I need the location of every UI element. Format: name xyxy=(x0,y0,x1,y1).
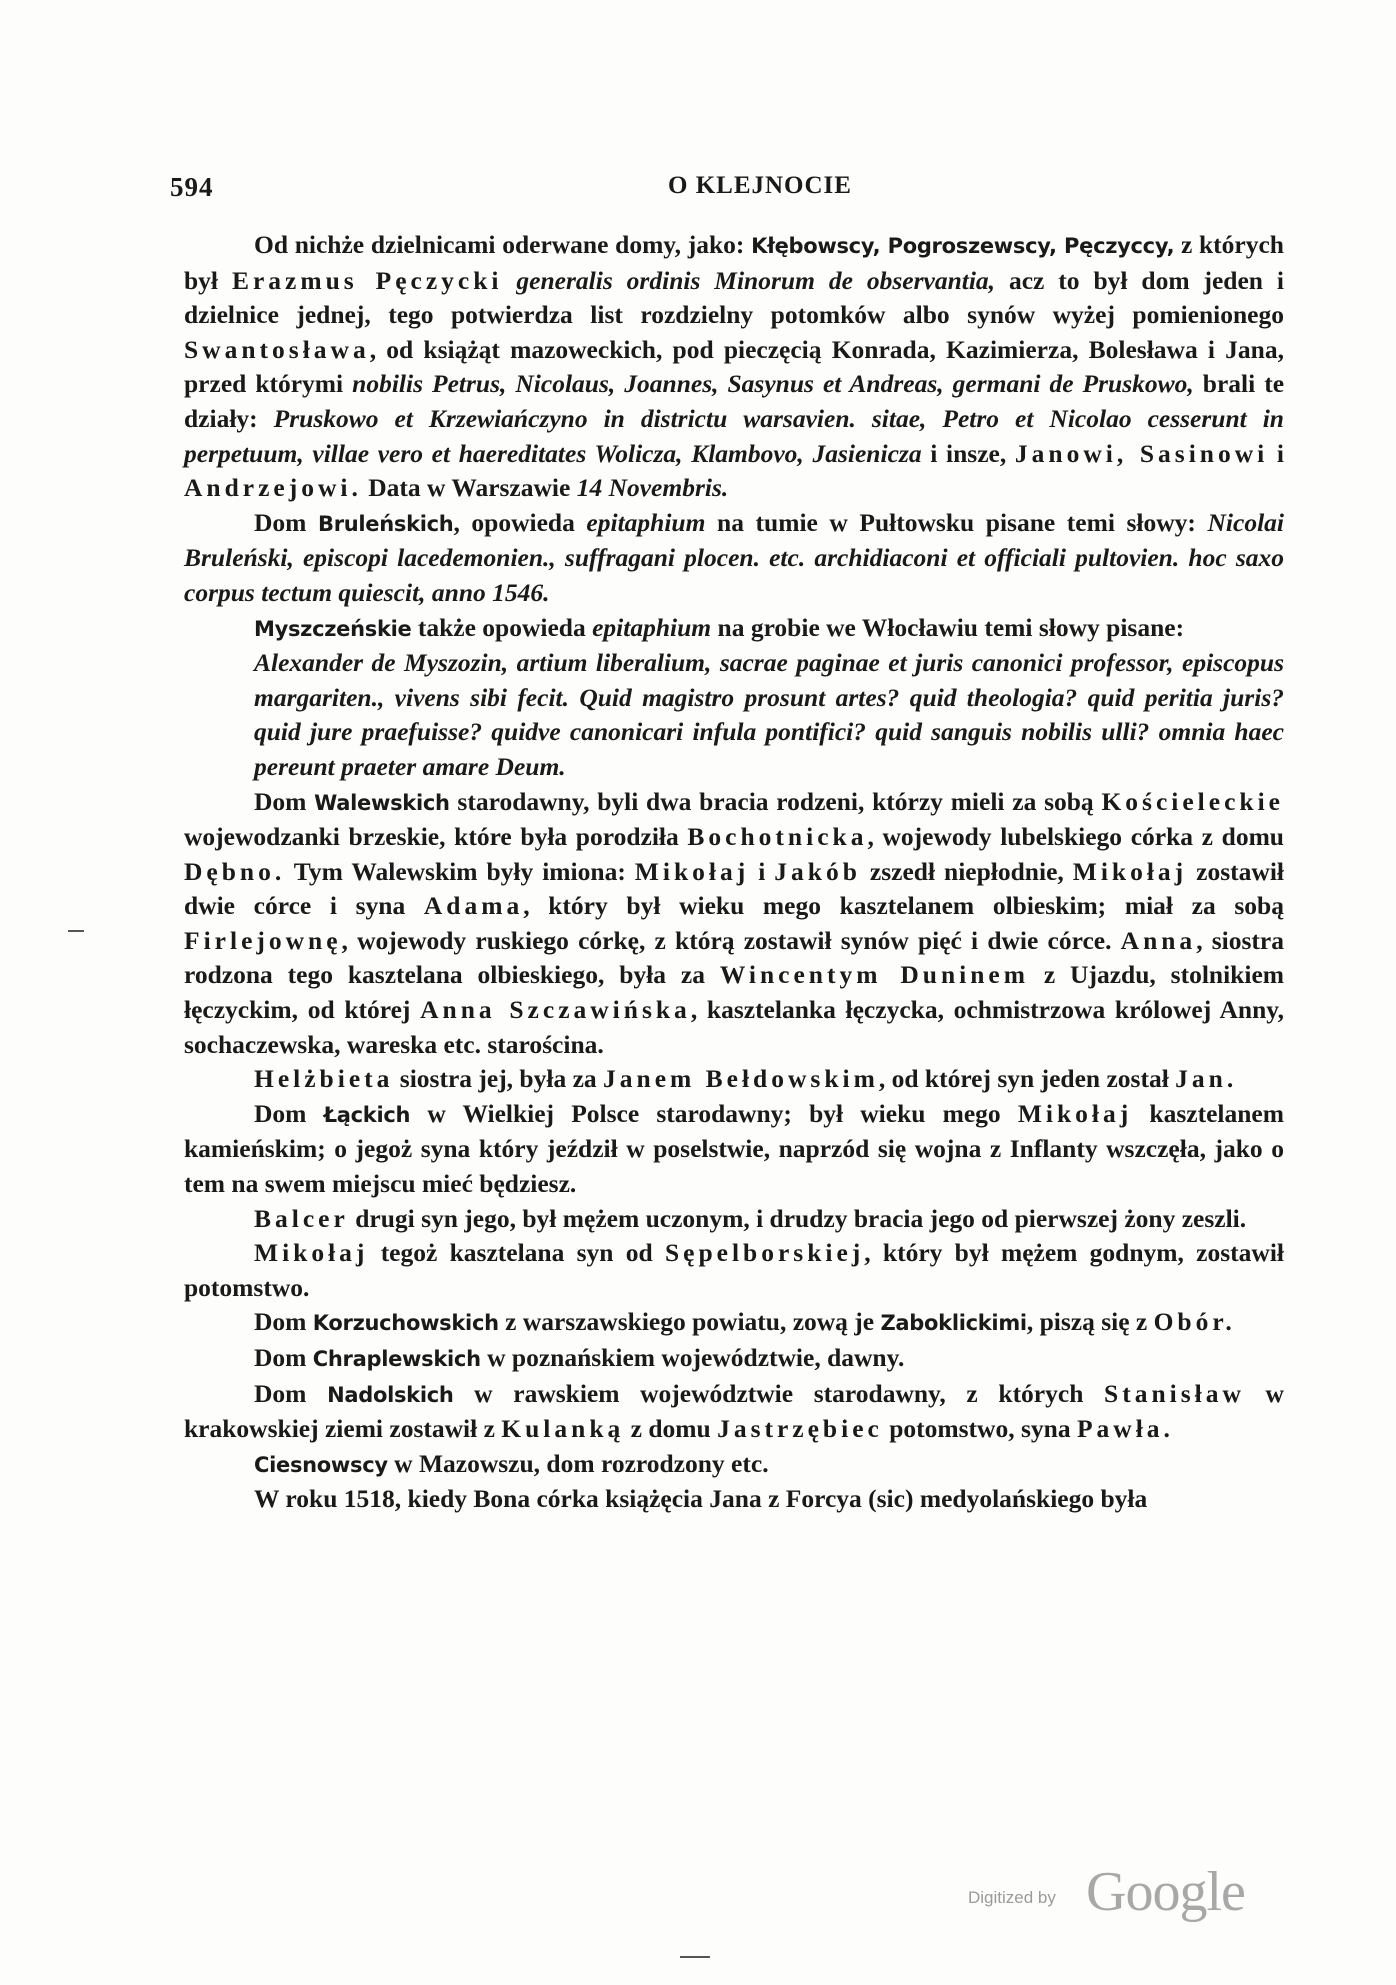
spaced-name: Kulanką xyxy=(501,1414,625,1444)
text-run: Dom xyxy=(254,1343,313,1372)
spaced-name: Anna Szczawińska xyxy=(420,995,691,1025)
spaced-name: Kościeleckie xyxy=(1101,786,1284,816)
text-run: w Wielkiej Polsce starodawny; był wieku mego xyxy=(410,1098,1018,1128)
spaced-name: Firlejownę xyxy=(184,925,342,955)
text-run: na tumie w Pułtowsku pisane temi słowy: xyxy=(705,507,1208,537)
text-run: i xyxy=(1268,438,1285,468)
latin-text: generalis ordinis Minorum de observantia, xyxy=(516,265,996,295)
family-name: Zaboklickimi xyxy=(880,1311,1027,1336)
text-run: Dom xyxy=(254,1098,324,1128)
scan-mark xyxy=(68,930,84,932)
spaced-name: Jastrzębiec xyxy=(717,1414,883,1444)
text-run: Dom xyxy=(254,507,318,537)
latin-text: Pruskowo et Krzewiańczyno in districtu warsavien. sitae, Petro et Nicolao cesserunt in perpetuum, villae vero et haereditates Wolicza, Klambovo, Jasienicza xyxy=(184,403,1284,468)
spaced-name: Obór. xyxy=(1153,1307,1236,1337)
scan-mark xyxy=(680,1956,710,1958)
family-name: Ciesnowscy xyxy=(254,1452,388,1477)
text-run: potomstwo, syna xyxy=(882,1414,1077,1444)
spaced-name: Jakób xyxy=(774,856,861,886)
text-run: na grobie we Włocławiu temi słowy pisane: xyxy=(711,612,1185,642)
text-run: , siostra rodzona tego kasztelana olbieskiego, była za xyxy=(184,925,1284,990)
text-run: Od nichże dzielnicami oderwane domy, jako: xyxy=(254,230,752,259)
paragraph xyxy=(184,1305,1284,1341)
text-run: , opowieda xyxy=(453,507,587,537)
text-run: w poznańskiem województwie, dawny. xyxy=(480,1343,905,1372)
paragraph xyxy=(184,1062,1284,1097)
text-run xyxy=(502,266,516,295)
text-run: , wojewody lubelskiego córka z domu xyxy=(867,822,1284,852)
paragraph xyxy=(184,1097,1284,1202)
text-run: , od książąt mazoweckich, pod pieczęcią Konrada, Kazimierza, Bolesława i Jana, przed którymi xyxy=(184,334,1284,399)
paragraph xyxy=(184,646,1284,784)
text-run: siostra jej, była za xyxy=(393,1064,604,1094)
family-name: Kłębowscy, Pogroszewscy, Pęczyccy, xyxy=(751,234,1175,258)
text-run: drugi syn jego, był mężem uczonym, i drudzy bracia jego od pierwszej żony zeszli. xyxy=(348,1203,1247,1233)
text-run: z Ujazdu, stolnikiem łęczyckim, od której xyxy=(184,960,1284,1025)
text-run: z domu xyxy=(624,1414,718,1444)
text-run: Tym Walewskim były imiona: xyxy=(285,856,635,886)
digitized-by-label: Digitized by xyxy=(968,1888,1056,1907)
text-run: także opowieda xyxy=(411,612,593,642)
spaced-name: Sępelborskiej xyxy=(664,1238,865,1268)
spaced-name: Swantosława xyxy=(184,334,370,364)
text-run: Data w Warszawie xyxy=(361,473,577,503)
family-name: Nadolskich xyxy=(327,1382,454,1407)
text-run: i insze, xyxy=(921,438,1015,468)
paragraph xyxy=(184,1236,1284,1305)
spaced-name: Adama xyxy=(423,891,524,921)
text-run: w Mazowszu, dom rozrodzony etc. xyxy=(387,1448,769,1478)
family-name: Łąckich xyxy=(323,1102,411,1127)
text-run: w rawskiem województwie starodawny, z których xyxy=(453,1378,1105,1408)
spaced-name: Mikołaj xyxy=(254,1238,369,1268)
text-run: zszedł niepłodnie, xyxy=(860,856,1073,886)
spaced-name: Balcer xyxy=(254,1203,349,1233)
text-run: tegoż kasztelana syn od xyxy=(368,1238,665,1268)
google-logo: Google xyxy=(1086,1861,1245,1923)
text-run: wojewodzanki brzeskie, które była porodziła xyxy=(184,822,688,852)
page-header xyxy=(170,172,1285,212)
spaced-name: Mikołaj xyxy=(1017,1098,1133,1128)
text-run: Dom xyxy=(254,1307,313,1337)
text-run: , piszą się z xyxy=(1026,1307,1154,1337)
text-run: acz to był dom jeden i dzielnice jednej, tego potwierdza list rozdzielny potomków albo synów wyżej pomienionego xyxy=(184,265,1284,330)
paragraph xyxy=(184,1341,1284,1377)
text-run: w krakowskiej ziemi zostawił z xyxy=(184,1378,1284,1444)
latin-text: Nicolai Bruleński, episcopi lacedemonien., suffragani plocen. etc. archidiaconi et officiali pultovien. hoc saxo corpus tectum quiescit, anno 1546. xyxy=(184,507,1284,607)
latin-text: epitaphium xyxy=(586,507,706,537)
paragraph xyxy=(184,785,1284,1063)
paragraph xyxy=(184,611,1284,647)
paragraph xyxy=(184,228,1284,506)
family-name: Chraplewskich xyxy=(312,1347,481,1371)
spaced-name: Erazmus Pęczycki xyxy=(231,265,503,295)
spaced-name: Dębno. xyxy=(184,856,286,886)
text-run: z warszawskiego powiatu, zową je xyxy=(498,1307,881,1337)
text-run: kasztelanem kamieńskim; o jegoż syna który jeździł w poselstwie, naprzód się wojna z Inflanty wszczęła, jako o tem na swem miejscu mieć będziesz. xyxy=(184,1098,1284,1199)
text-run: W roku 1518, kiedy Bona córka książęcia Jana z Forcya (sic) medyolańskiego była xyxy=(254,1484,1148,1514)
paragraph xyxy=(184,1202,1284,1237)
latin-text: epitaphium xyxy=(592,612,712,642)
spaced-name: Mikołaj xyxy=(634,856,750,886)
spaced-name: Bochotnicka xyxy=(687,822,868,852)
text-run: , wojewody ruskiego córkę, z którą zostawił synów pięć i dwie córce. xyxy=(341,925,1121,955)
text-run: Dom xyxy=(254,1378,328,1408)
spaced-name: Andrzejowi. xyxy=(184,473,362,503)
family-name: Korzuchowskich xyxy=(312,1311,499,1336)
spaced-name: Wincentym Duninem xyxy=(719,960,1029,990)
spaced-name: Janem Bełdowskim xyxy=(603,1064,879,1094)
spaced-name: Mikołaj xyxy=(1072,856,1188,886)
text-run: , który był wieku mego kasztelanem olbieskim; miał za sobą xyxy=(523,891,1284,921)
body-text xyxy=(184,228,1284,1517)
spaced-name: Pawła. xyxy=(1076,1414,1174,1444)
text-run: z których był xyxy=(184,230,1284,295)
family-name: Myszczeńskie xyxy=(254,616,412,641)
text-run: i xyxy=(749,856,775,886)
page-number: 594 xyxy=(170,172,214,202)
paragraph xyxy=(184,1377,1284,1447)
spaced-name: Stanisław xyxy=(1104,1378,1245,1408)
family-name: Bruleńskich xyxy=(317,511,454,536)
running-title: O KLEJNOCIE xyxy=(668,172,852,199)
latin-text: Alexander de Myszozin, artium liberalium, sacrae paginae et juris canonici professor, episcopus margariten., vivens sibi fecit. Quid magistro prosunt artes? quid theologia? quid peritia juris? quid jure praefuisse? quidve canonicari infula pontifici? quid sanguis nobilis ulli? omnia haec pereunt praeter amare Deum. xyxy=(254,648,1284,781)
google-watermark xyxy=(968,1860,1268,1923)
text-run: , od której syn jeden został xyxy=(878,1064,1176,1094)
latin-text: 14 Novembris. xyxy=(576,473,729,503)
spaced-name: Jan. xyxy=(1175,1064,1238,1094)
paragraph xyxy=(184,506,1284,611)
spaced-name: Janowi, Sasinowi xyxy=(1014,438,1269,468)
family-name: Walewskich xyxy=(314,790,450,815)
text-run: starodawny, byli dwa bracia rodzeni, którzy mieli za sobą xyxy=(449,786,1102,816)
text-run: zostawił dwie córce i syna xyxy=(184,856,1284,921)
text-run: , który był mężem godnym, zostawił potomstwo. xyxy=(184,1238,1284,1302)
paragraph xyxy=(184,1447,1284,1483)
text-run: brali te działy: xyxy=(184,369,1285,433)
spaced-name: Helżbieta xyxy=(254,1064,394,1094)
text-run: , kasztelanka łęczycka, ochmistrzowa królowej Anny, sochaczewska, wareska etc. starościna. xyxy=(184,995,1285,1059)
text-run: Dom xyxy=(254,786,315,816)
paragraph xyxy=(184,1482,1284,1517)
latin-text: nobilis Petrus, Nicolaus, Joannes, Sasynus et Andreas, germani de Pruskowo, xyxy=(352,369,1194,399)
spaced-name: Anna xyxy=(1120,925,1197,955)
